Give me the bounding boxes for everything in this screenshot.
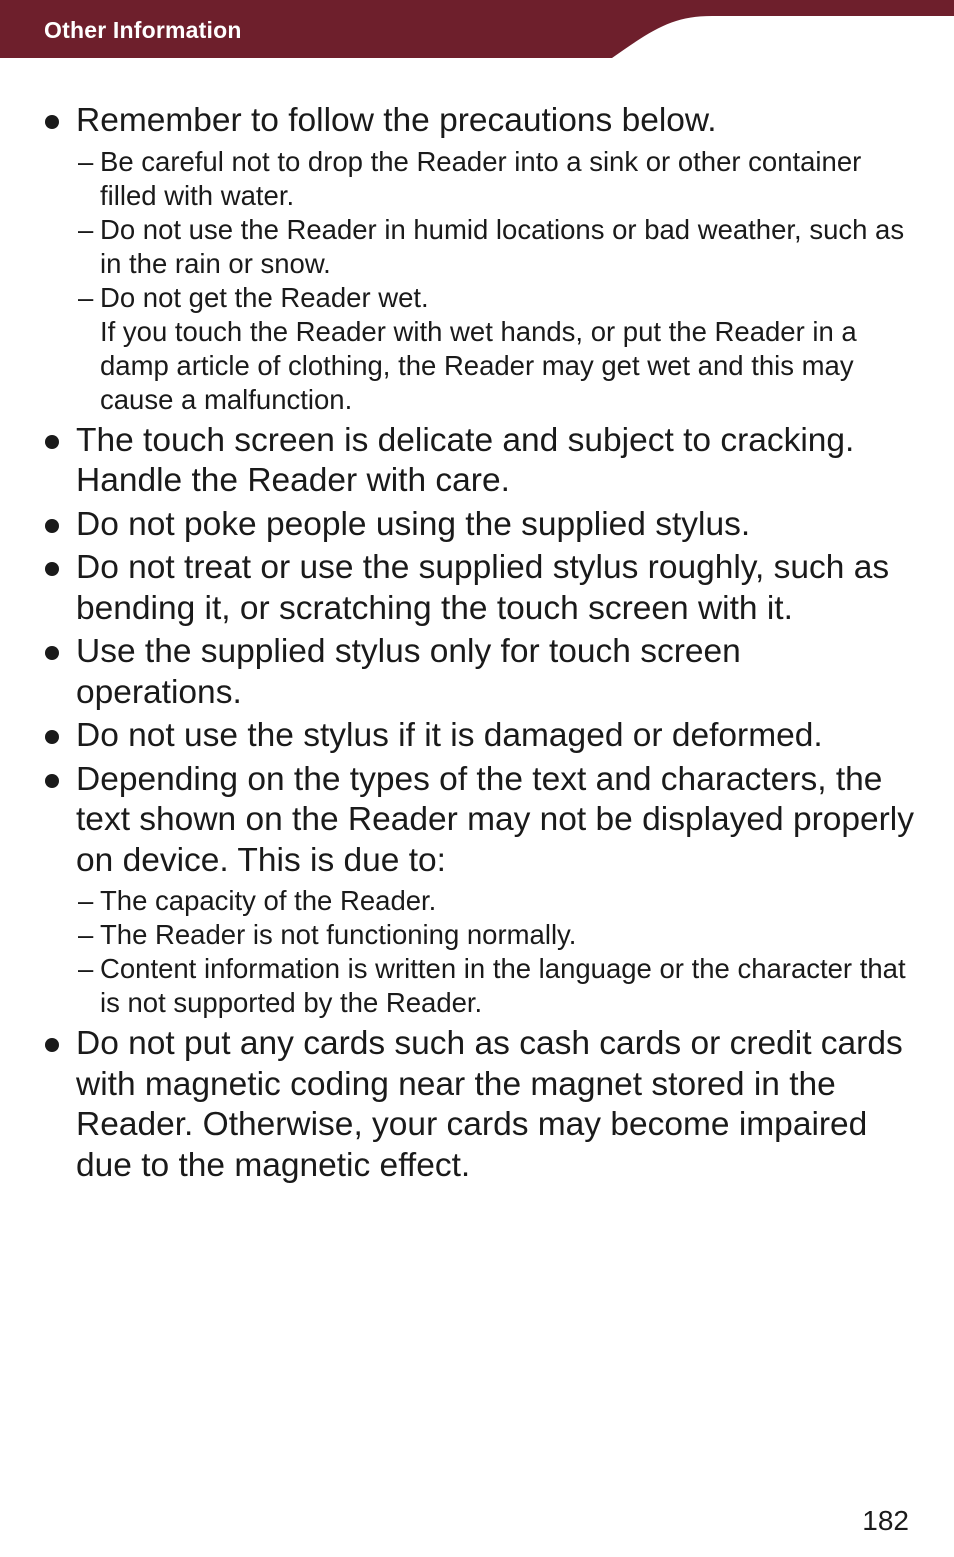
section-title: Other Information: [44, 17, 242, 43]
dash-marker: –: [78, 213, 94, 245]
precautions-list: [0, 101, 954, 1189]
sub-item: [0, 281, 954, 417]
bullet-item: [0, 101, 954, 142]
bullet-dot: [45, 562, 59, 576]
sub-item: [0, 918, 954, 952]
bullet-item: [0, 421, 954, 502]
sub-list: [0, 145, 954, 417]
sub-item-text: Do not use the Reader in humid locations or bad weather, such as in the rain or snow.: [100, 213, 905, 279]
sub-item-text: Content information is written in the language or the character that is not supported by the Reader.: [100, 953, 906, 1018]
sub-item: [0, 213, 954, 281]
bullet-dot: [45, 774, 59, 788]
sub-item: [0, 145, 954, 213]
sub-item: [0, 884, 954, 918]
bullet-item: [0, 505, 954, 546]
sub-item-text: Be careful not to drop the Reader into a sink or other container filled with water.: [100, 145, 862, 211]
bullet-item: [0, 760, 954, 882]
dash-marker: –: [78, 885, 94, 916]
bullet-dot: [45, 115, 59, 129]
sub-item: [0, 952, 954, 1020]
bullet-text: The touch screen is delicate and subject to cracking. Handle the Reader with care.: [76, 421, 855, 499]
dash-marker: –: [78, 953, 94, 984]
bullet-text: Do not poke people using the supplied stylus.: [76, 505, 751, 543]
bullet-item: [0, 1024, 954, 1186]
sub-item-text: The Reader is not functioning normally.: [100, 919, 577, 950]
sub-list: [0, 884, 954, 1020]
sub-item-text: The capacity of the Reader.: [100, 885, 437, 916]
dash-marker: –: [78, 281, 94, 313]
bullet-text: Do not put any cards such as cash cards or credit cards with magnetic coding near the magnet stored in the Reader. Otherwise, your cards may become impaired due to the magnetic effect.: [76, 1025, 903, 1184]
bullet-text: Use the supplied stylus only for touch screen operations.: [76, 633, 741, 711]
bullet-item: [0, 548, 954, 629]
page-header: [0, 0, 954, 58]
bullet-text: Depending on the types of the text and characters, the text shown on the Reader may not be displayed properly on device. This is due to:: [76, 760, 914, 879]
bullet-item: [0, 716, 954, 757]
bullet-text: Do not treat or use the supplied stylus roughly, such as bending it, or scratching the touch screen with it.: [76, 549, 890, 627]
page-number: 182: [862, 1505, 909, 1536]
dash-marker: –: [78, 919, 94, 950]
sub-item-text: Do not get the Reader wet. If you touch the Reader with wet hands, or put the Reader in a damp article of clothing, the Reader may get wet and this may cause a malfunction.: [100, 281, 857, 415]
bullet-dot: [45, 435, 59, 449]
bullet-text: Do not use the stylus if it is damaged or deformed.: [76, 717, 823, 754]
bullet-dot: [45, 646, 59, 660]
bullet-dot: [45, 519, 59, 533]
bullet-item: [0, 632, 954, 713]
bullet-dot: [45, 730, 59, 744]
dash-marker: –: [78, 145, 94, 177]
bullet-text: Remember to follow the precautions below.: [76, 102, 717, 139]
bullet-dot: [45, 1038, 59, 1052]
